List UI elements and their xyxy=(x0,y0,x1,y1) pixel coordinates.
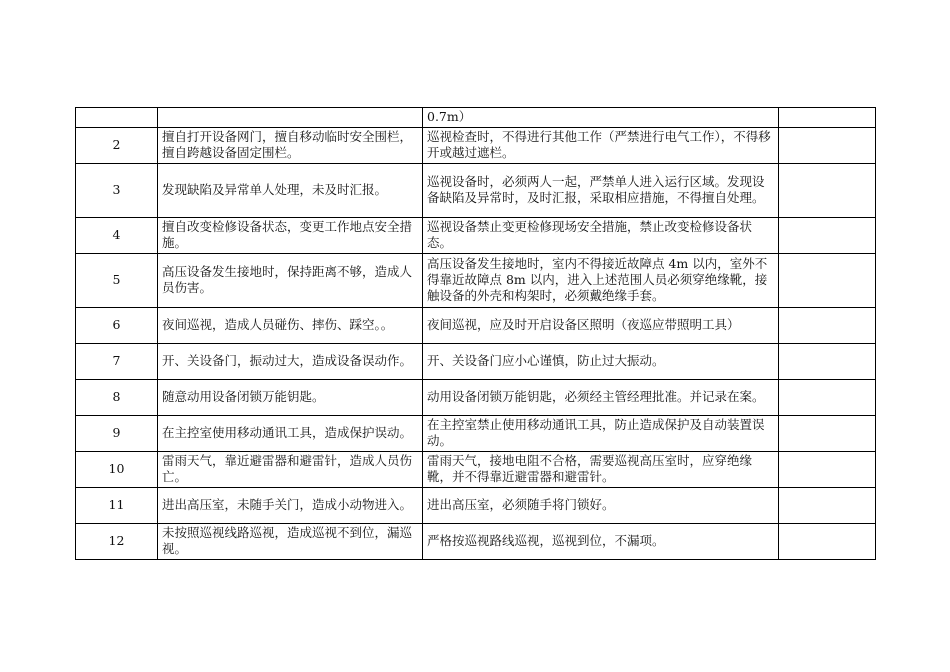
table-row xyxy=(76,308,876,344)
control-measure: 动用设备闭锁万能钥匙，必须经主管经理批准。并记录在案。 xyxy=(423,380,779,416)
remark-cell xyxy=(779,344,876,380)
table-row xyxy=(76,524,876,560)
risk-description xyxy=(158,108,423,128)
table-row xyxy=(76,254,876,308)
control-measure: 雷雨天气，接地电阻不合格，需要巡视高压室时，应穿绝缘靴，并不得靠近避雷器和避雷针。 xyxy=(423,452,779,488)
control-measure: 夜间巡视，应及时开启设备区照明（夜巡应带照明工具） xyxy=(423,308,779,344)
table-row xyxy=(76,128,876,164)
remark-cell xyxy=(779,488,876,524)
control-measure: 高压设备发生接地时，室内不得接近故障点 4m 以内，室外不得靠近故障点 8m 以内，进入上述范围人员必须穿绝缘靴，接触设备的外壳和构架时，必须戴绝缘手套。 xyxy=(423,254,779,308)
control-measure: 巡视设备禁止变更检修现场安全措施，禁止改变检修设备状态。 xyxy=(423,218,779,254)
table-row xyxy=(76,488,876,524)
table-row xyxy=(76,344,876,380)
risk-description: 夜间巡视，造成人员碰伤、摔伤、踩空。。 xyxy=(158,308,423,344)
risk-description: 雷雨天气，靠近避雷器和避雷针，造成人员伤亡。 xyxy=(158,452,423,488)
remark-cell xyxy=(779,128,876,164)
table-row xyxy=(76,452,876,488)
row-number: 2 xyxy=(76,128,158,164)
risk-description: 在主控室使用移动通讯工具，造成保护误动。 xyxy=(158,416,423,452)
risk-description: 高压设备发生接地时，保持距离不够，造成人员伤害。 xyxy=(158,254,423,308)
control-measure: 0.7m） xyxy=(423,108,779,128)
row-number: 12 xyxy=(76,524,158,560)
risk-description: 开、关设备门，振动过大，造成设备误动作。 xyxy=(158,344,423,380)
remark-cell xyxy=(779,524,876,560)
row-number: 7 xyxy=(76,344,158,380)
row-number: 9 xyxy=(76,416,158,452)
remark-cell xyxy=(779,108,876,128)
control-measure: 严格按巡视路线巡视，巡视到位，不漏项。 xyxy=(423,524,779,560)
remark-cell xyxy=(779,308,876,344)
remark-cell xyxy=(779,452,876,488)
table-body xyxy=(76,108,876,560)
row-number xyxy=(76,108,158,128)
control-measure: 进出高压室，必须随手将门锁好。 xyxy=(423,488,779,524)
row-number: 8 xyxy=(76,380,158,416)
remark-cell xyxy=(779,164,876,218)
remark-cell xyxy=(779,218,876,254)
risk-description: 随意动用设备闭锁万能钥匙。 xyxy=(158,380,423,416)
table-row xyxy=(76,164,876,218)
remark-cell xyxy=(779,380,876,416)
control-measure: 巡视检查时，不得进行其他工作（严禁进行电气工作），不得移开或越过遮栏。 xyxy=(423,128,779,164)
table-row xyxy=(76,218,876,254)
table-row xyxy=(76,416,876,452)
row-number: 5 xyxy=(76,254,158,308)
remark-cell xyxy=(779,254,876,308)
row-number: 11 xyxy=(76,488,158,524)
control-measure: 在主控室禁止使用移动通讯工具，防止造成保护及自动装置误动。 xyxy=(423,416,779,452)
row-number: 10 xyxy=(76,452,158,488)
remark-cell xyxy=(779,416,876,452)
table-row xyxy=(76,108,876,128)
risk-description: 进出高压室，未随手关门，造成小动物进入。 xyxy=(158,488,423,524)
risk-description: 发现缺陷及异常单人处理，未及时汇报。 xyxy=(158,164,423,218)
control-measure: 开、关设备门应小心谨慎，防止过大振动。 xyxy=(423,344,779,380)
row-number: 6 xyxy=(76,308,158,344)
risk-description: 未按照巡视线路巡视，造成巡视不到位，漏巡视。 xyxy=(158,524,423,560)
table-row xyxy=(76,380,876,416)
risk-description: 擅自打开设备网门，擅自移动临时安全围栏，擅自跨越设备固定围栏。 xyxy=(158,128,423,164)
safety-risk-table xyxy=(75,107,876,560)
row-number: 4 xyxy=(76,218,158,254)
row-number: 3 xyxy=(76,164,158,218)
control-measure: 巡视设备时，必须两人一起，严禁单人进入运行区域。发现设备缺陷及异常时，及时汇报，采取相应措施，不得擅自处理。 xyxy=(423,164,779,218)
risk-description: 擅自改变检修设备状态，变更工作地点安全措施。 xyxy=(158,218,423,254)
